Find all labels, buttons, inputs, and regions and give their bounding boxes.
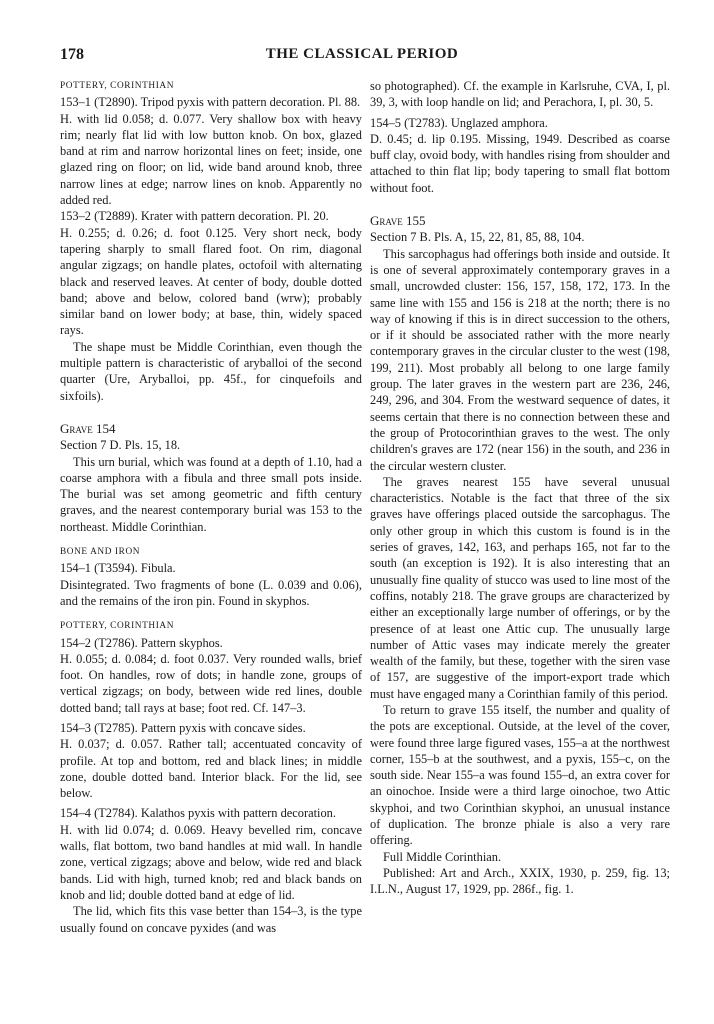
continued-text: so photographed). Cf. the example in Karlsruhe, CVA, I, pl. 39, 3, with loop handle on lid; and Perachora, I, pl. 30, 5. <box>370 79 670 110</box>
grave-title: Grave 154 <box>60 420 116 436</box>
entry-heading: 154–5 (T2783). Unglazed amphora. <box>370 115 548 130</box>
entry-note: The lid, which fits this vase better than 154–3, is the type usually found on concave pyxides (and was <box>60 904 362 935</box>
grave-section: Section 7 B. Pls. A, 15, 22, 81, 85, 88, 104. <box>370 230 585 245</box>
grave-description: This urn burial, which was found at a depth of 1.10, had a coarse amphora with a fibula and three small pots inside. The burial was set among geometric and fifth century graves, and the nearest contemporary burial was 153 to the northeast. Middle Corinthian. <box>60 454 362 534</box>
section-heading: POTTERY, CORINTHIAN <box>60 81 175 91</box>
grave-paragraph: The graves nearest 155 have several unusual characteristics. Notable is the fact that three of the six graves have offerings placed outside the sarcophagus. The only other group in which this custom is found is in the series of graves, 142, 163, and perhaps 165, not far to the south (an exception is 192). It is also interesting that an unusually fine quality of stucco was used to line most of the coffins, notably 218. The grave groups are characterized by either an exceptionally large number of offerings, or by the presence of at least one Attic cup. The unusually large number of Attic vases may indicate merely the greater wealth of the family, but these, together with the siren vase of 157, are suggestive of the import-export trade which must have engaged many a Corinthian family of this period. <box>370 474 670 701</box>
section-heading: POTTERY, CORINTHIAN <box>60 621 175 632</box>
right-column <box>370 78 670 898</box>
grave-title: Grave 155 <box>370 213 426 229</box>
entry-heading: 154–4 (T2784). Kalathos pyxis with pattern decoration. <box>60 806 336 821</box>
grave-paragraph: This sarcophagus had offerings both inside and outside. It is one of several approximately contemporary graves in a small, uncrowded cluster: 156, 157, 158, 172, 173. In the same line with 155 and 156 is 218 at the north; there is no way of knowing if this is in direct succession to the others, or if it should be associated rather with the more nearly contemporary graves in the circular cluster to the west (198, 199, 211). Most probably all belong to one large family group. The later graves in the western part are 236, 246, 249, 296, and 304. From the westward sequence of dates, it seems certain that there is no connection between these and the group of Protocorinthian graves to the west. The only children's graves are 172 (near 156) in the south, and 236 in the circular western cluster. <box>370 246 670 473</box>
publication-reference: Published: Art and Arch., XXIX, 1930, p. 259, fig. 13; I.L.N., August 17, 1929, pp. 286f., fig. 1. <box>370 865 670 897</box>
entry-description: D. 0.45; d. lip 0.195. Missing, 1949. Described as coarse buff clay, ovoid body, with handles rising from shoulder and attached to thin flat lip; body tapering to small flat bottom without foot. <box>370 131 670 195</box>
grave-section: Section 7 D. Pls. 15, 18. <box>60 438 181 453</box>
entry-heading: 154–2 (T2786). Pattern skyphos. <box>60 635 223 650</box>
entry-description: Disintegrated. Two fragments of bone (L. 0.039 and 0.06), and the remains of the iron pin. Found in skyphos. <box>60 577 362 608</box>
entry-heading: 153–2 (T2889). Krater with pattern decoration. Pl. 20. <box>60 209 329 224</box>
section-heading: BONE AND IRON <box>60 547 141 558</box>
entry-description: H. 0.255; d. 0.26; d. foot 0.125. Very short neck, body tapering sharply to small flared foot. On rim, diagonal angular zigzags; on handle plates, octofoil with alternating black and reserved leaves. At center of body, double dotted band; above and below, colored band (wrw); probably similar band on lower body; at base, thin, widely spaced rays. <box>60 225 362 338</box>
entry-description: H. 0.055; d. 0.084; d. foot 0.037. Very rounded walls, brief foot. On handles, row of dots; in handle zone, groups of vertical zigzags; on body, between wide red lines, double dotted band; tall rays at base; foot red. Cf. 147–3. <box>60 651 362 715</box>
left-column <box>60 78 362 936</box>
entry-heading: 154–3 (T2785). Pattern pyxis with concave sides. <box>60 720 306 735</box>
entry-description: H. with lid 0.074; d. 0.069. Heavy bevelled rim, concave walls, flat bottom, two band handles at mid wall. In handle zone, vertical zigzags; above and below, wide red and black bands. Lid with high, turned knob; red and black bands on knob and lid; double dotted band at edge of lid. <box>60 822 362 902</box>
entry-heading: 154–1 (T3594). Fibula. <box>60 561 176 576</box>
entry-heading: 153–1 (T2890). Tripod pyxis with pattern decoration. Pl. 88. <box>60 95 361 110</box>
entry-description: H. with lid 0.058; d. 0.077. Very shallow box with heavy rim; nearly flat lid with low button knob. On box, glazed band at rim and narrow horizontal lines on feet; inside, one glazed ring on floor; on lid, wide band around knob, three narrow lines at edge; narrow lines on knob. Apparently no added red. <box>60 111 362 208</box>
page-number: 178 <box>60 46 84 63</box>
grave-paragraph: To return to grave 155 itself, the number and quality of the pots are exceptional. Outside, at the level of the cover, were found three large figured vases, 155–a at the northwest corner, 155–b at the southwest, and a pyxis, 155–c, on the south side. Near 155–a was found 155–d, an extra cover for an oinochoe. Inside were a third large oinochoe, two Attic skyphoi, and two Corinthian skyphoi, an unusual instance of duplication. The bronze phiale is also a very rare offering. <box>370 702 670 848</box>
page-header <box>60 46 664 68</box>
entry-note: The shape must be Middle Corinthian, even though the multiple pattern is characteristic of aryballoi of the second quarter (Ure, Aryballoi, pp. 45f., for cinquefoils and sixfoils). <box>60 339 362 403</box>
entry-description: H. 0.037; d. 0.057. Rather tall; accentuated concavity of profile. At top and bottom, red and black lines; in middle zone, double dotted band. Interior black. For the lid, see below. <box>60 737 362 801</box>
grave-paragraph: Full Middle Corinthian. <box>383 849 502 864</box>
running-head: THE CLASSICAL PERIOD <box>265 46 459 62</box>
